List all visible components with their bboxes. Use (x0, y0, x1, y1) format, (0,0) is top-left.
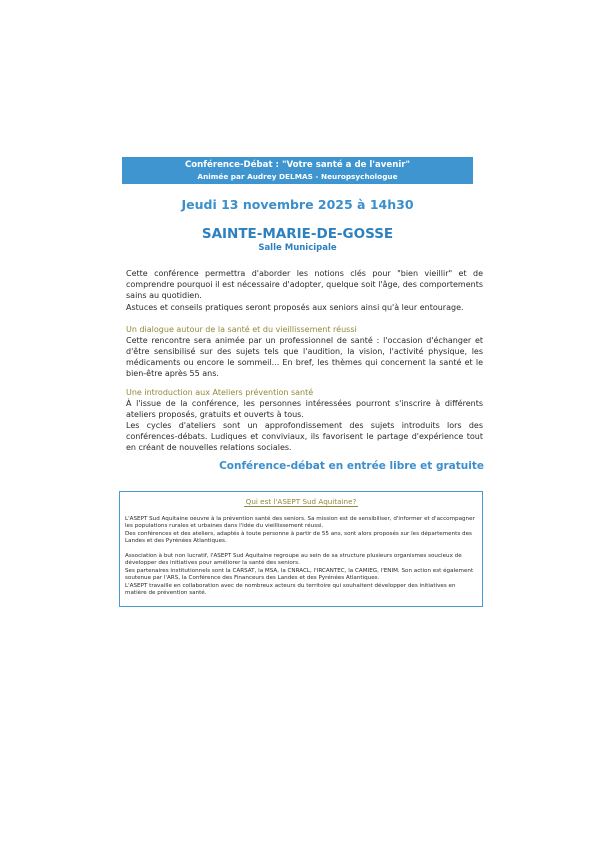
asept-paragraph-mission: L'ASEPT Sud Aquitaine oeuvre à la prévention santé des seniors. Sa mission est de sensibiliser, d'informer et d'accompagner les populations rurales et urbaines dans l'idée du vieillissement réussi. (125, 516, 475, 530)
event-date: Jeudi 13 novembre 2025 à 14h30 (181, 197, 414, 212)
workshops-paragraph-2: Les cycles d'ateliers sont un approfondissement des sujets introduits lors des conférences-débats. Ludiques et conviviaux, ils favorisent le partage d'expérience tout en créant de nouvelles relations sociales. (126, 421, 483, 452)
section-heading-dialogue: Un dialogue autour de la santé et du vieillissement réussi (126, 325, 357, 334)
banner-subtitle: Animée par Audrey DELMAS - Neuropsychologue (197, 172, 398, 181)
intro-tips: Astuces et conseils pratiques seront proposés aux seniors ainsi qu'à leur entourage. (126, 303, 464, 312)
asept-paragraph-association: Association à but non lucratif, l'ASEPT Sud Aquitaine regroupe au sein de sa structure plusieurs organismes soucieux de développer des initiatives pour améliorer la santé des seniors. (125, 553, 462, 567)
intro-paragraph: Cette conférence permettra d'aborder les notions clés pour "bien vieillir" et de comprendre pourquoi il est nécessaire d'adopter, quelque soit l'âge, des comportements sains au quotidien. (126, 269, 483, 300)
section-text-dialogue: Cette rencontre sera animée par un professionnel de santé : l'occasion d'échanger et d'être sensibilisé sur des sujets tels que l'audition, la vision, l'activité physique, les médicaments ou encore le sommeil... En bref, les thèmes qui concernent la santé et le bien-être après 55 ans. (126, 336, 483, 378)
workshops-paragraph-1: À l'issue de la conférence, les personnes intéressées pourront s'inscrire à différents ateliers proposés, gratuits et ouverts à tous. (126, 399, 483, 419)
asept-info-box (119, 491, 483, 607)
header-banner (122, 157, 473, 184)
banner-title: Conférence-Débat : "Votre santé a de l'avenir" (184, 160, 411, 170)
asept-paragraph-partners: Ses partenaires institutionnels sont la CARSAT, la MSA, la CNRACL, l'IRCANTEC, la CAMIEG, l'ENIM. Son action est également soutenue par l'ARS, la Conférence des Financeurs des Landes et des Pyrénées Atlantiques. (125, 568, 474, 582)
event-town: SAINTE-MARIE-DE-GOSSE (201, 226, 394, 242)
asept-box-title: Qui est l'ASEPT Sud Aquitaine? (245, 497, 357, 506)
asept-paragraph-events: Des conférences et des ateliers, adaptés à toute personne à partir de 55 ans, sont alors proposés sur les départements des Landes et des Pyrénées Atlantiques. (125, 531, 472, 545)
free-entry-note: Conférence-débat en entrée libre et gratuite (219, 460, 484, 472)
asept-paragraph-collaboration: L'ASEPT travaille en collaboration avec de nombreux acteurs du territoire qui souhaitent développer des initiatives en matière de prévention santé. (125, 583, 456, 597)
section-heading-workshops: Une introduction aux Ateliers prévention santé (126, 388, 314, 397)
event-venue: Salle Municipale (258, 243, 337, 253)
